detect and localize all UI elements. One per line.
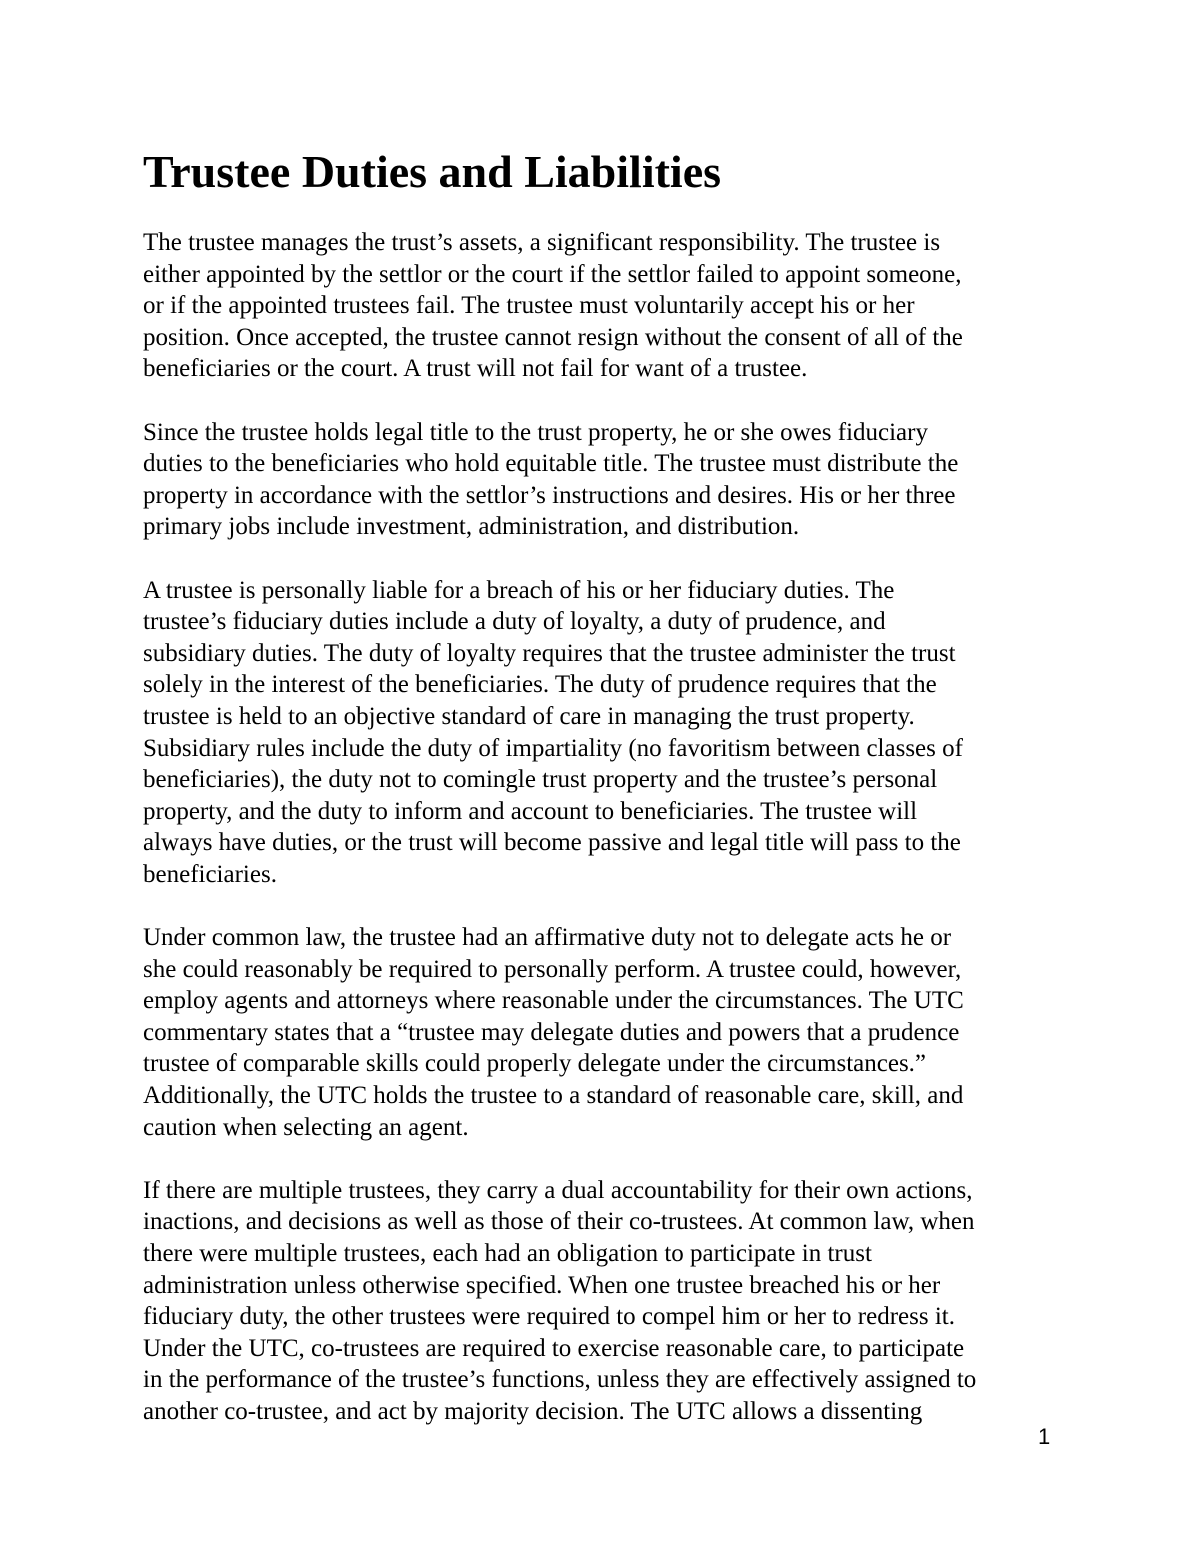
paragraph <box>143 1175 1063 1428</box>
text-line: subsidiary duties. The duty of loyalty requires that the trustee administer the trust <box>143 639 956 667</box>
document-body <box>143 227 1063 1459</box>
text-line: duties to the beneficiaries who hold equitable title. The trustee must distribute the <box>143 450 959 478</box>
text-line: trustee is held to an objective standard of care in managing the trust property. <box>143 702 915 730</box>
text-line: beneficiaries), the duty not to comingle trust property and the trustee’s personal <box>143 766 938 794</box>
text-line: property in accordance with the settlor’s instructions and desires. His or her three <box>143 481 956 509</box>
page-number: 1 <box>1038 1424 1051 1449</box>
text-line: or if the appointed trustees fail. The trustee must voluntarily accept his or her <box>143 292 915 320</box>
text-line: trustee of comparable skills could properly delegate under the circumstances.” <box>143 1050 927 1078</box>
text-line: another co-trustee, and act by majority decision. The UTC allows a dissenting <box>143 1397 923 1425</box>
text-line: she could reasonably be required to personally perform. A trustee could, however, <box>143 955 962 983</box>
text-line: caution when selecting an agent. <box>143 1113 469 1141</box>
text-line: either appointed by the settlor or the court if the settlor failed to appoint someone, <box>143 260 962 288</box>
text-line: inactions, and decisions as well as those of their co-trustees. At common law, when <box>143 1208 975 1236</box>
document-title: Trustee Duties and Liabilities <box>143 146 722 197</box>
text-line: Under the UTC, co-trustees are required to exercise reasonable care, to participate <box>143 1334 965 1362</box>
text-line: trustee’s fiduciary duties include a duty of loyalty, a duty of prudence, and <box>143 608 886 636</box>
text-line: beneficiaries or the court. A trust will not fail for want of a trustee. <box>143 355 808 383</box>
paragraph <box>143 227 1063 385</box>
text-line: A trustee is personally liable for a breach of his or her fiduciary duties. The <box>143 576 895 604</box>
text-line: always have duties, or the trust will become passive and legal title will pass to the <box>143 829 961 857</box>
text-line: Since the trustee holds legal title to the trust property, he or she owes fiduciary <box>143 418 928 446</box>
text-line: If there are multiple trustees, they carry a dual accountability for their own actions, <box>143 1176 973 1204</box>
paragraph <box>143 417 1063 543</box>
text-line: Subsidiary rules include the duty of impartiality (no favoritism between classes of <box>143 734 963 762</box>
text-line: beneficiaries. <box>143 860 277 888</box>
text-line: administration unless otherwise specified. When one trustee breached his or her <box>143 1271 941 1299</box>
text-line: property, and the duty to inform and account to beneficiaries. The trustee will <box>143 797 918 825</box>
text-line: Under common law, the trustee had an affirmative duty not to delegate acts he or <box>143 924 952 952</box>
text-line: there were multiple trustees, each had an obligation to participate in trust <box>143 1240 872 1267</box>
text-line: fiduciary duty, the other trustees were required to compel him or her to redress it. <box>143 1303 955 1331</box>
text-line: position. Once accepted, the trustee cannot resign without the consent of all of the <box>143 323 963 351</box>
text-line: in the performance of the trustee’s functions, unless they are effectively assigned to <box>143 1366 977 1394</box>
paragraph <box>143 922 1063 1143</box>
text-line: employ agents and attorneys where reasonable under the circumstances. The UTC <box>143 987 964 1015</box>
text-line: Additionally, the UTC holds the trustee to a standard of reasonable care, skill, and <box>143 1082 964 1110</box>
text-line: primary jobs include investment, administration, and distribution. <box>143 513 800 541</box>
text-line: commentary states that a “trustee may delegate duties and powers that a prudence <box>143 1018 960 1046</box>
text-line: solely in the interest of the beneficiaries. The duty of prudence requires that the <box>143 671 937 699</box>
text-line: The trustee manages the trust’s assets, a significant responsibility. The trustee is <box>143 229 941 256</box>
paragraph <box>143 575 1063 891</box>
